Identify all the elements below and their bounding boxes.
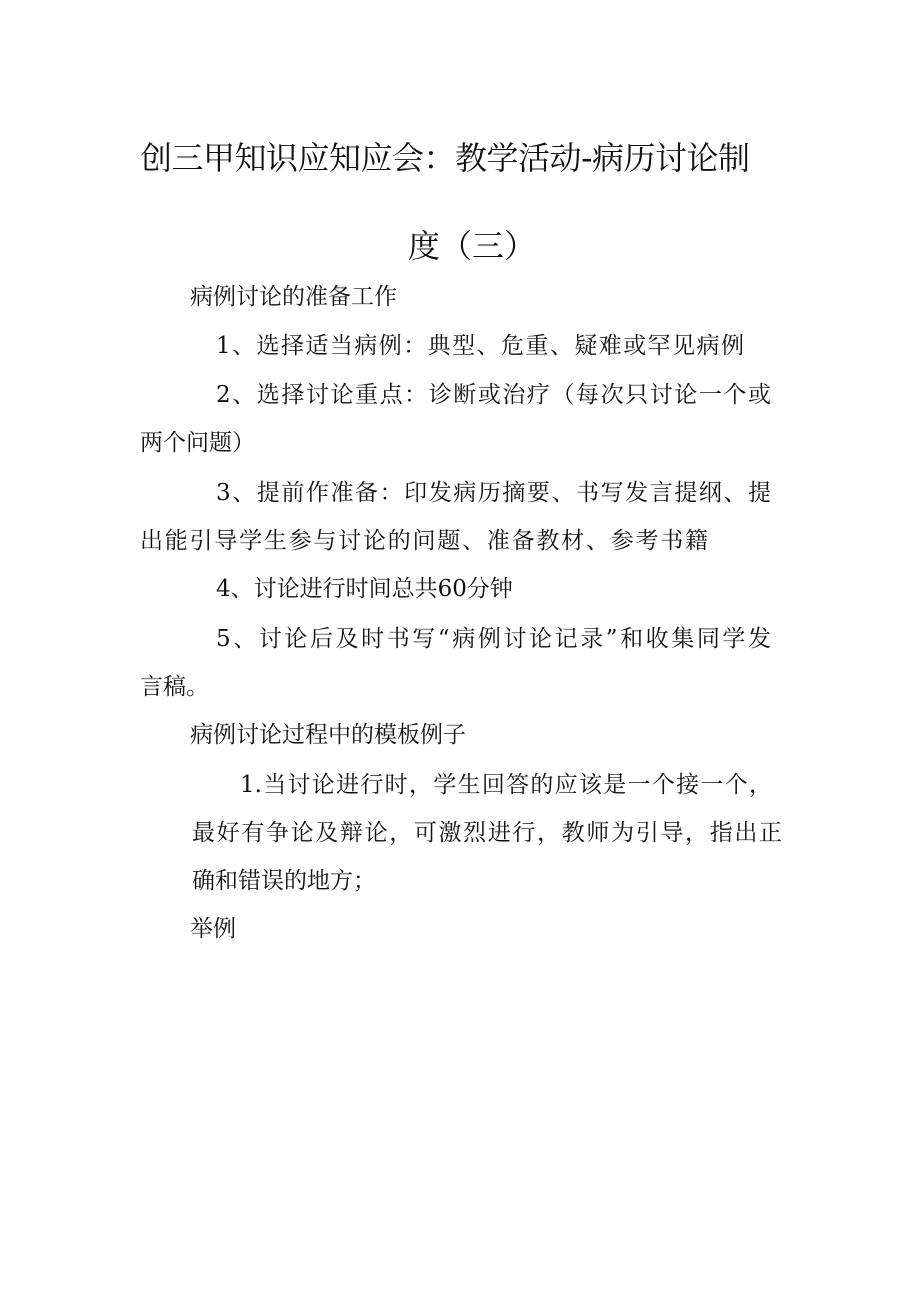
template-para-line3: 确和错误的地方； (192, 868, 376, 894)
prep-item-5-line2: 言稿。 (140, 674, 209, 700)
prep-item-5-line1: 5、讨论后及时书写“病例讨论记录”和收集同学发 (216, 626, 771, 652)
section-heading-preparation: 病例讨论的准备工作 (190, 284, 397, 310)
template-para-line1: 1.当讨论进行时，学生回答的应该是一个接一个， (240, 772, 772, 798)
prep-item-4: 4、讨论进行时间总共60分钟 (216, 576, 513, 602)
prep-item-1: 1、选择适当病例：典型、危重、疑难或罕见病例 (216, 333, 744, 359)
prep-item-2-line2: 两个问题） (140, 430, 255, 456)
prep-item-3-line2: 出能引导学生参与讨论的问题、准备教材、参考书籍 (140, 528, 708, 554)
section-heading-template: 病例讨论过程中的模板例子 (190, 722, 466, 748)
prep-item-2-line1: 2、选择讨论重点：诊断或治疗（每次只讨论一个或 (216, 382, 771, 408)
example-label: 举例 (190, 916, 236, 942)
document-title-line2: 度（三） (408, 227, 537, 265)
document-title-line1: 创三甲知识应知应会：教学活动-病历讨论制 (140, 139, 750, 177)
prep-item-3-line1: 3、提前作准备：印发病历摘要、书写发言提纲、提 (216, 480, 771, 506)
template-para-line2: 最好有争论及辩论，可激烈进行，教师为引导，指出正 (192, 820, 782, 846)
